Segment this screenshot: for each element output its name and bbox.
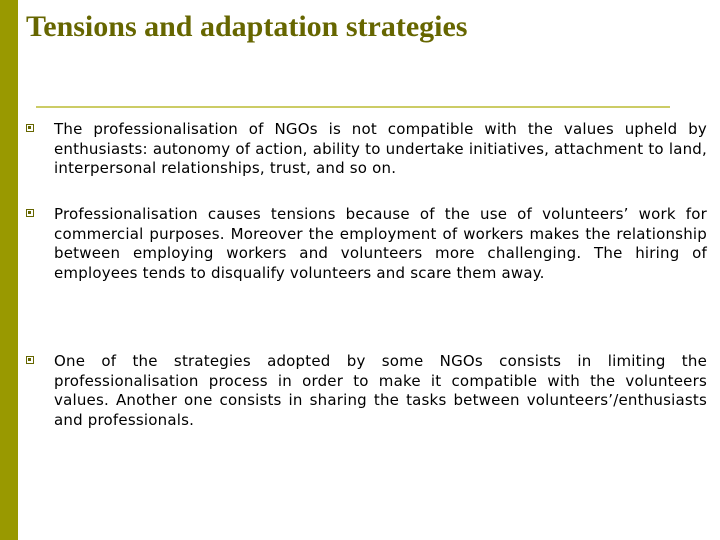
square-bullet-icon xyxy=(26,356,34,364)
bullet-text: Professionalisation causes tensions because of the use of volunteers’ work for commercial purposes. Moreover the employment of workers makes the relationship between employing workers and volunteers more challenging. The hiring of employees tends to disqualify volunteers and scare them away. xyxy=(54,205,707,282)
bullet-item xyxy=(20,120,710,179)
bullet-item xyxy=(20,352,710,430)
accent-side-bar xyxy=(0,0,18,540)
slide-title: Tensions and adaptation strategies xyxy=(26,10,468,43)
bullet-text: The professionalisation of NGOs is not compatible with the values upheld by enthusiasts: autonomy of action, ability to undertake initiatives, attachment to land, interpersonal relationships, trust, and so on. xyxy=(54,120,707,177)
square-bullet-icon xyxy=(26,209,34,217)
square-bullet-icon xyxy=(26,124,34,132)
bullet-item xyxy=(20,205,710,283)
bullet-text: One of the strategies adopted by some NGOs consists in limiting the professionalisation process in order to make it compatible with the volunteers values. Another one consists in sharing the tasks between volunteers’/enthusiasts and professionals. xyxy=(54,352,707,429)
title-divider xyxy=(36,106,670,108)
